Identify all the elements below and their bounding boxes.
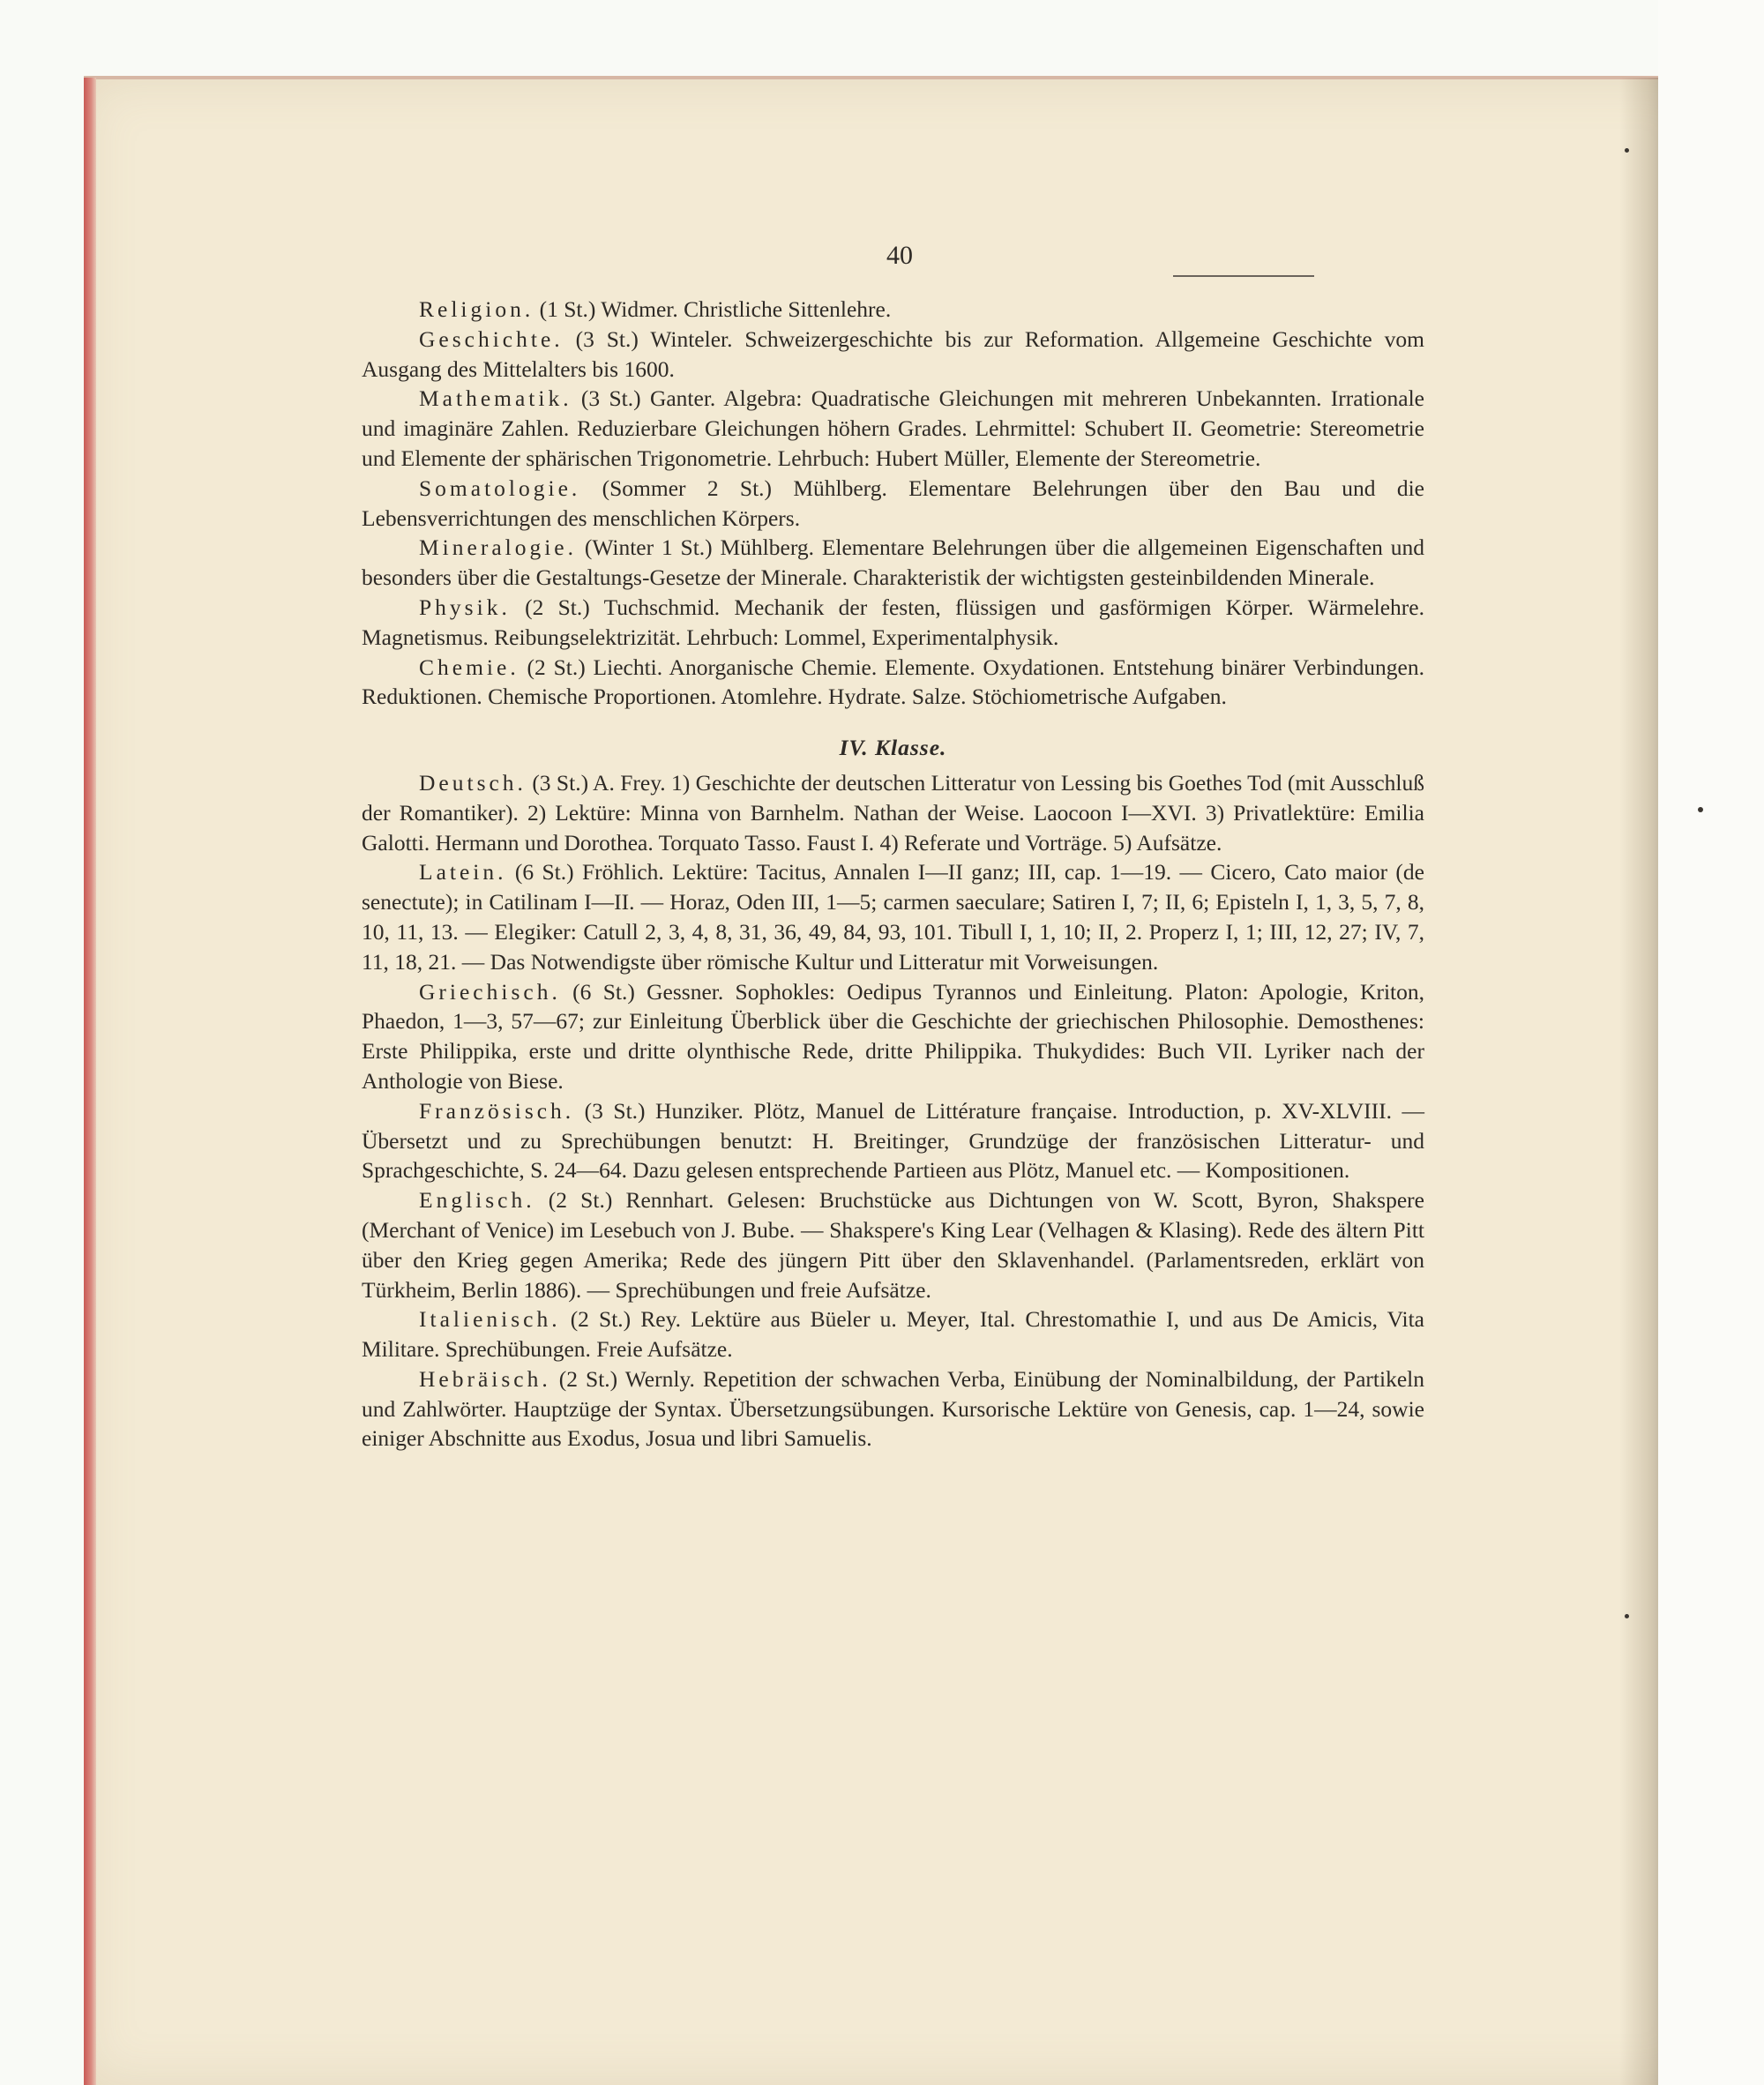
dust-speck (1625, 148, 1629, 153)
subject-label: Mineralogie. (419, 534, 577, 561)
paragraph-text: (1 St.) Widmer. Christliche Sittenlehre. (534, 296, 892, 322)
subject-label: Somatologie. (419, 475, 581, 501)
subject-label: Deutsch. (419, 769, 527, 796)
paragraph-griechisch (362, 977, 1424, 1096)
page-number: 40 (886, 241, 913, 270)
paragraph-geschichte (362, 325, 1424, 385)
scan-background-right (1658, 0, 1764, 2085)
text-block (362, 238, 1424, 1454)
subject-label: Italienisch. (419, 1306, 561, 1333)
dust-speck (1625, 1614, 1629, 1618)
section-heading: IV. Klasse. (839, 735, 947, 761)
paragraph-mathematik (362, 384, 1424, 473)
subject-label: Latein. (419, 859, 507, 886)
paragraph-italienisch (362, 1304, 1424, 1364)
paragraph-hebraeisch (362, 1364, 1424, 1454)
paragraph-text: (2 St.) Liechti. Anorganische Chemie. Elemente. Oxydationen. Entstehung binärer Verbindungen. Reduktionen. Chemische Proportionen. Atomlehre. Hydrate. Salze. Stöchiometrische Aufgaben. (362, 654, 1424, 710)
subject-label: Hebräisch. (419, 1365, 551, 1392)
paragraph-text: (Winter 1 St.) Mühlberg. Elementare Belehrungen über die allgemeinen Eigenschaften und besonders über die Gestaltungs-Gesetze der Minerale. Charakteristik der wichtigsten gesteinbildenden Minerale. (362, 534, 1424, 591)
subject-label: Religion. (419, 296, 534, 322)
subject-label: Englisch. (419, 1187, 535, 1214)
paragraph-physik (362, 593, 1424, 653)
dust-speck (1698, 807, 1703, 812)
paragraph-religion (362, 295, 1424, 325)
paragraph-text: (2 St.) Rennhart. Gelesen: Bruchstücke aus Dichtungen von W. Scott, Byron, Shakspere (Merchant of Venice) im Lesebuch von J. Bube. — Shakspere's King Lear (Velhagen & Klasing). Rede des ältern Pitt über den Krieg gegen Amerika; Rede des jüngern Pitt über den Sklavenhandel. (Parlamentsreden, erklärt von Türkheim, Berlin 1886). — Sprechübungen und freie Aufsätze. (362, 1187, 1424, 1303)
page-number-rule (1173, 275, 1314, 277)
paragraph-mineralogie (362, 533, 1424, 593)
page-top-edge (84, 76, 1707, 79)
subject-label: Geschichte. (419, 325, 564, 352)
paragraph-text: (3 St.) A. Frey. 1) Geschichte der deutschen Litteratur von Lessing bis Goethes Tod (mit Ausschluß der Romantiker). 2) Lektüre: Minna von Barnhelm. Nathan der Weise. Laocoon I—XVI. 3) Privatlektüre: Emilia Galotti. Hermann und Dorothea. Torquato Tasso. Faust I. 4) Referate und Vorträge. 5) Aufsätze. (362, 769, 1424, 856)
subject-label: Physik. (419, 594, 511, 620)
paragraph-text: (2 St.) Wernly. Repetition der schwachen Verba, Einübung der Nominalbildung, der Partikeln und Zahlwörter. Hauptzüge der Syntax. Übersetzungsübungen. Kursorische Lektüre von Genesis, cap. 1—24, sowie einiger Abschnitte aus Exodus, Josua und libri Samuelis. (362, 1365, 1424, 1452)
paragraph-deutsch (362, 768, 1424, 857)
paragraph-text: (6 St.) Gessner. Sophokles: Oedipus Tyrannos und Einleitung. Platon: Apologie, Kriton, Phaedon, 1—3, 57—67; zur Einleitung Überblick über die Geschichte der griechischen Philosophie. Demosthenes: Erste Philippika, erste und dritte olynthische Rede, dritte Philippika. Thukydides: Buch VII. Lyriker nach der Anthologie von Biese. (362, 978, 1424, 1094)
paragraph-text: (3 St.) Hunziker. Plötz, Manuel de Littérature française. Introduction, p. XV-XLVIII. — Übersetzt und zu Sprechübungen benutzt: H. Breitinger, Grundzüge der französischen Litteratur- und Sprachgeschichte, S. 24—64. Dazu gelesen entsprechende Partieen aus Plötz, Manuel etc. — Kompositionen. (362, 1097, 1424, 1184)
paragraph-text: (3 St.) Winteler. Schweizergeschichte bis zur Reformation. Allgemeine Geschichte vom Ausgang des Mittelalters bis 1600. (362, 325, 1424, 382)
paragraph-somatologie (362, 474, 1424, 534)
paragraph-text: (2 St.) Tuchschmid. Mechanik der festen, flüssigen und gasförmigen Körper. Wärmelehre. Magnetismus. Reibungselektrizität. Lehrbuch: Lommel, Experimentalphysik. (362, 594, 1424, 650)
paragraph-text: (2 St.) Rey. Lektüre aus Büeler u. Meyer, Ital. Chrestomathie I, und aus De Amicis, Vita Militare. Sprechübungen. Freie Aufsätze. (362, 1306, 1424, 1363)
subject-label: Mathematik. (419, 385, 572, 412)
paragraph-chemie (362, 653, 1424, 713)
paragraph-text: (3 St.) Ganter. Algebra: Quadratische Gleichungen mit mehreren Unbekannten. Irrationale und imaginäre Zahlen. Reduzierbare Gleichungen höhern Grades. Lehrmittel: Schubert II. Geometrie: Stereometrie und Elemente der sphärischen Trigonometrie. Lehrbuch: Hubert Müller, Elemente der Stereometrie. (362, 385, 1424, 471)
paragraph-englisch (362, 1185, 1424, 1304)
red-page-edge (84, 78, 96, 2085)
subject-label: Französisch. (419, 1097, 575, 1124)
paragraph-latein (362, 857, 1424, 976)
paragraph-text: (Sommer 2 St.) Mühlberg. Elementare Belehrungen über den Bau und die Lebensverrichtungen des menschlichen Körpers. (362, 475, 1424, 531)
subject-label: Chemie. (419, 654, 519, 680)
paragraph-franzoesisch (362, 1096, 1424, 1185)
paragraph-text: (6 St.) Fröhlich. Lektüre: Tacitus, Annalen I—II ganz; III, cap. 1—19. — Cicero, Cato maior (de senectute); in Catilinam I—II. — Horaz, Oden III, 1—5; carmen saeculare; Satiren I, 7; II, 6; Episteln I, 1, 3, 5, 7, 8, 10, 11, 13. — Elegiker: Catull 2, 3, 4, 8, 31, 36, 49, 84, 93, 101. Tibull I, 1, 10; II, 2. Properz I, 1; III, 12, 27; IV, 7, 11, 18, 21. — Das Notwendigste über römische Kultur und Litteratur mit Vorweisungen. (362, 859, 1424, 975)
subject-label: Griechisch. (419, 978, 561, 1005)
